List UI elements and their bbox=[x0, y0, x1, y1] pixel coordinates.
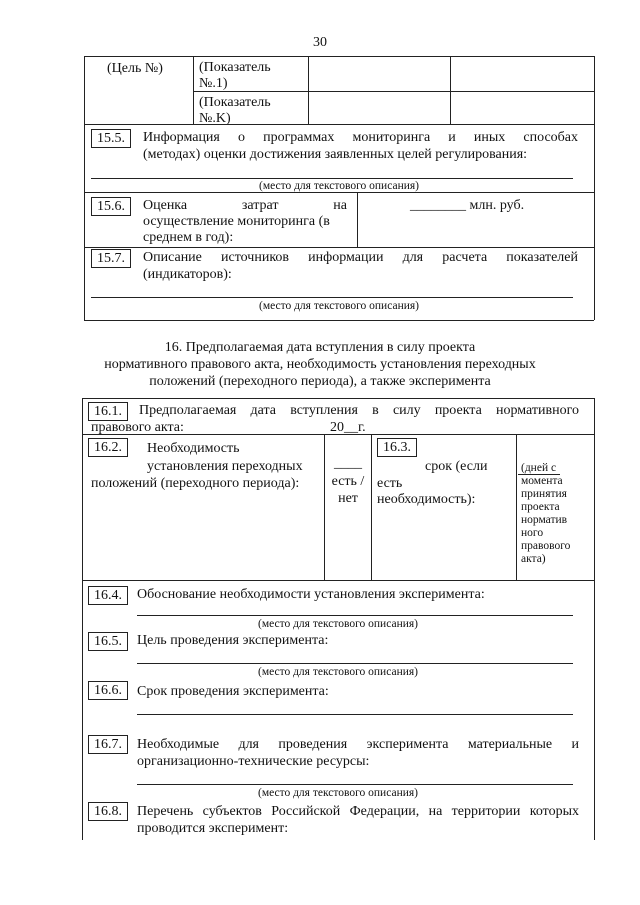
term-note-8: акта) bbox=[521, 553, 546, 565]
s16-2-line3: положений (переходного периода): bbox=[91, 476, 300, 491]
indicator-1-line2: №.1) bbox=[199, 76, 228, 91]
s16-3-line3: необходимость): bbox=[377, 492, 476, 507]
indicator-1-line1: (Показатель bbox=[199, 60, 271, 75]
s16-7-caption: (место для текстового описания) bbox=[257, 787, 418, 799]
s15-5-line2: (методах) оценки достижения заявленных целей регулирования: bbox=[143, 147, 528, 162]
item-number-15-5: 15.5. bbox=[91, 129, 131, 148]
s15-7-line2: (индикаторов): bbox=[143, 267, 232, 282]
transition-blank-field[interactable]: ____ bbox=[334, 456, 362, 471]
s15-6-line3: среднем в год): bbox=[143, 230, 234, 245]
s16-7-line2: организационно-технические ресурсы: bbox=[137, 754, 370, 769]
s15-5-text-line[interactable] bbox=[91, 178, 573, 179]
item-number-16-5: 16.5. bbox=[88, 632, 128, 651]
s16-8-line2: проводится эксперимент: bbox=[137, 821, 289, 836]
s16-4-text-line[interactable] bbox=[137, 615, 573, 616]
choice-no[interactable]: нет bbox=[338, 491, 358, 506]
s15-6-line1: Оценка затрат на bbox=[143, 198, 347, 213]
s15-7-caption: (место для текстового описания) bbox=[258, 300, 419, 312]
item-number-15-7: 15.7. bbox=[91, 249, 131, 268]
s16-8-line1: Перечень субъектов Российской Федерации, на территории которых bbox=[137, 804, 579, 819]
monitoring-cost-field[interactable]: ________ млн. руб. bbox=[410, 198, 525, 213]
s16-7-text-line[interactable] bbox=[137, 784, 573, 785]
s15-5-line1: Информация о программах мониторинга и иных способах bbox=[143, 130, 578, 145]
s16-2-line1: Необходимость bbox=[147, 441, 240, 456]
term-note-4: проекта bbox=[521, 501, 560, 513]
item-number-15-6: 15.6. bbox=[91, 197, 131, 216]
term-note-7: правового bbox=[521, 540, 571, 552]
s16-5-text: Цель проведения эксперимента: bbox=[137, 633, 329, 648]
item-number-16-1: 16.1. bbox=[88, 402, 128, 421]
s15-5-caption: (место для текстового описания) bbox=[258, 180, 419, 192]
s15-7-text-line[interactable] bbox=[91, 297, 573, 298]
term-note-3: принятия bbox=[521, 488, 567, 500]
item-number-16-8: 16.8. bbox=[88, 802, 128, 821]
s16-5-caption: (место для текстового описания) bbox=[257, 666, 418, 678]
indicator-k-line2: №.K) bbox=[199, 111, 231, 126]
term-note-5: норматив bbox=[521, 514, 568, 526]
entry-into-force-date-field[interactable]: 20__г. bbox=[330, 420, 366, 435]
choice-yes[interactable]: есть / bbox=[331, 474, 365, 489]
page-number: 30 bbox=[313, 35, 327, 50]
goal-label: (Цель №) bbox=[107, 61, 163, 76]
s16-4-caption: (место для текстового описания) bbox=[257, 618, 418, 630]
s16-3-line2: есть bbox=[377, 476, 403, 491]
item-number-16-6: 16.6. bbox=[88, 681, 128, 700]
term-note-1: (дней с bbox=[521, 462, 557, 474]
s16-1-label: правового акта: bbox=[91, 420, 184, 435]
heading-line1: 16. Предполагаемая дата вступления в силу проекта bbox=[164, 340, 476, 355]
heading-line3: положений (переходного периода), а также эксперимента bbox=[149, 374, 491, 389]
s16-5-text-line[interactable] bbox=[137, 663, 573, 664]
s16-1-line1: Предполагаемая дата вступления в силу проекта нормативного bbox=[139, 403, 579, 418]
heading-line2: нормативного правового акта, необходимость установления переходных bbox=[104, 357, 536, 372]
s15-7-line1: Описание источников информации для расчета показателей bbox=[143, 250, 578, 265]
item-number-16-3: 16.3. bbox=[377, 438, 417, 457]
item-number-16-4: 16.4. bbox=[88, 586, 128, 605]
s15-6-line2: осуществление мониторинга (в bbox=[143, 214, 330, 229]
indicator-k-line1: (Показатель bbox=[199, 95, 271, 110]
s16-7-line1: Необходимые для проведения эксперимента материальные и bbox=[137, 737, 579, 752]
s16-2-line2: установления переходных bbox=[147, 459, 303, 474]
term-note-6: ного bbox=[521, 527, 544, 539]
s16-3-line1: срок (если bbox=[425, 459, 488, 474]
s16-6-text: Срок проведения эксперимента: bbox=[137, 684, 329, 699]
s16-4-text: Обоснование необходимости установления эксперимента: bbox=[137, 587, 485, 602]
term-note-2: момента bbox=[521, 475, 563, 487]
item-number-16-7: 16.7. bbox=[88, 735, 128, 754]
item-number-16-2: 16.2. bbox=[88, 438, 128, 457]
s16-6-text-line[interactable] bbox=[137, 714, 573, 715]
